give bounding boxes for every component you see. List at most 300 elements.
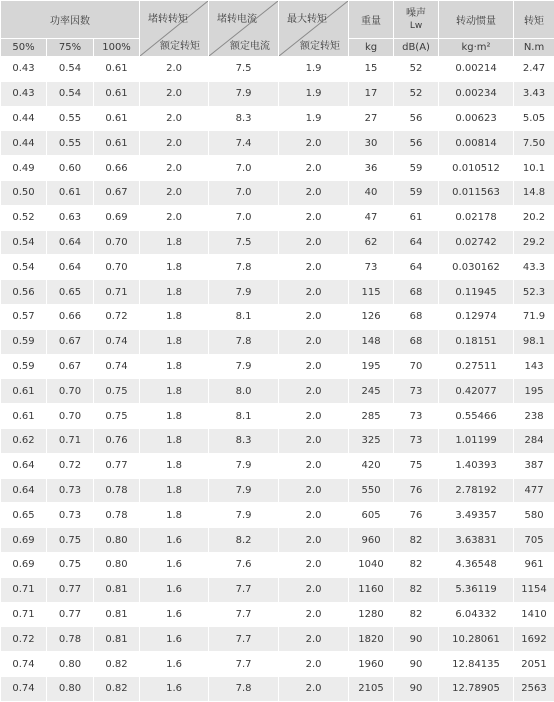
torque-cell: 143 [514, 354, 554, 379]
inertia-cell: 0.42077 [439, 379, 514, 404]
locked-current-ratio-cell: 7.4 [209, 131, 279, 156]
locked-torque-ratio-cell: 2.0 [140, 205, 209, 230]
locked-current-ratio-cell: 8.2 [209, 528, 279, 553]
table-row [1, 503, 554, 528]
pf-50-cell: 0.71 [1, 577, 47, 602]
pf-50-cell: 0.54 [1, 255, 47, 280]
pf-100-cell: 0.75 [94, 404, 140, 429]
table-row [1, 478, 554, 503]
locked-torque-ratio-cell: 1.8 [140, 453, 209, 478]
noise-unit: dB(A) [394, 39, 439, 57]
inertia-cell: 3.49357 [439, 503, 514, 528]
max-torque-ratio-cell: 2.0 [279, 230, 349, 255]
table-row [1, 379, 554, 404]
locked-torque-ratio-header [140, 1, 209, 57]
max-torque-ratio-cell: 2.0 [279, 627, 349, 652]
pf-50-cell: 0.65 [1, 503, 47, 528]
noise-cell: 82 [394, 602, 439, 627]
torque-cell: 477 [514, 478, 554, 503]
locked-current-ratio-cell: 7.9 [209, 81, 279, 106]
pf-50-cell: 0.64 [1, 478, 47, 503]
pf-75-cell: 0.78 [47, 627, 94, 652]
weight-cell: 285 [349, 404, 394, 429]
weight-cell: 115 [349, 280, 394, 305]
noise-cell: 82 [394, 552, 439, 577]
inertia-cell: 0.00814 [439, 131, 514, 156]
torque-cell: 580 [514, 503, 554, 528]
pf-50-cell: 0.62 [1, 428, 47, 453]
locked-torque-ratio-cell: 1.6 [140, 552, 209, 577]
noise-cell: 68 [394, 280, 439, 305]
pf-100-header: 100% [94, 39, 140, 57]
locked-current-ratio-cell: 7.7 [209, 627, 279, 652]
locked-current-ratio-cell: 7.5 [209, 57, 279, 82]
pf-50-cell: 0.43 [1, 81, 47, 106]
inertia-cell: 0.02742 [439, 230, 514, 255]
torque-cell: 14.8 [514, 180, 554, 205]
pf-100-cell: 0.72 [94, 304, 140, 329]
locked-current-ratio-cell: 8.1 [209, 404, 279, 429]
max-torque-ratio-cell: 2.0 [279, 602, 349, 627]
max-torque-ratio-header [279, 1, 349, 57]
table-row [1, 528, 554, 553]
locked-torque-ratio-cell: 2.0 [140, 106, 209, 131]
noise-cell: 56 [394, 106, 439, 131]
noise-cell: 61 [394, 205, 439, 230]
weight-cell: 960 [349, 528, 394, 553]
max-torque-ratio-cell: 2.0 [279, 428, 349, 453]
pf-100-cell: 0.61 [94, 131, 140, 156]
pf-100-cell: 0.76 [94, 428, 140, 453]
noise-cell: 52 [394, 81, 439, 106]
locked-current-ratio-cell: 8.3 [209, 428, 279, 453]
table-row [1, 280, 554, 305]
pf-75-cell: 0.70 [47, 404, 94, 429]
locked-current-ratio-cell: 8.0 [209, 379, 279, 404]
pf-50-cell: 0.56 [1, 280, 47, 305]
table-row [1, 627, 554, 652]
max-torque-ratio-cell: 2.0 [279, 453, 349, 478]
pf-100-cell: 0.69 [94, 205, 140, 230]
pf-75-cell: 0.77 [47, 602, 94, 627]
weight-cell: 605 [349, 503, 394, 528]
weight-cell: 2105 [349, 676, 394, 701]
pf-75-cell: 0.73 [47, 478, 94, 503]
torque-cell: 98.1 [514, 329, 554, 354]
locked-torque-ratio-cell: 1.8 [140, 503, 209, 528]
weight-cell: 148 [349, 329, 394, 354]
noise-cell: 64 [394, 230, 439, 255]
pf-100-cell: 0.81 [94, 627, 140, 652]
torque-cell: 1692 [514, 627, 554, 652]
noise-cell: 73 [394, 379, 439, 404]
pf-75-cell: 0.71 [47, 428, 94, 453]
max-torque-ratio-cell: 2.0 [279, 528, 349, 553]
locked-current-ratio-cell: 7.7 [209, 652, 279, 677]
rated-current-label: 额定电流 [230, 37, 270, 52]
torque-cell: 29.2 [514, 230, 554, 255]
locked-torque-ratio-cell: 2.0 [140, 57, 209, 82]
table-row [1, 180, 554, 205]
pf-75-cell: 0.70 [47, 379, 94, 404]
torque-cell: 5.05 [514, 106, 554, 131]
power-factor-header: 功率因数 [1, 1, 140, 39]
pf-50-cell: 0.69 [1, 552, 47, 577]
max-torque-ratio-cell: 2.0 [279, 354, 349, 379]
max-torque-ratio-cell: 2.0 [279, 404, 349, 429]
torque-cell: 238 [514, 404, 554, 429]
torque-cell: 3.43 [514, 81, 554, 106]
torque-cell: 20.2 [514, 205, 554, 230]
locked-current-ratio-cell: 7.9 [209, 280, 279, 305]
pf-100-cell: 0.77 [94, 453, 140, 478]
noise-cell: 68 [394, 304, 439, 329]
noise-cell: 73 [394, 428, 439, 453]
weight-header: 重量 [349, 1, 394, 39]
locked-current-ratio-cell: 7.9 [209, 478, 279, 503]
pf-50-cell: 0.59 [1, 329, 47, 354]
pf-75-cell: 0.67 [47, 329, 94, 354]
weight-cell: 420 [349, 453, 394, 478]
noise-cell: 82 [394, 577, 439, 602]
noise-cell: 68 [394, 329, 439, 354]
torque-cell: 10.1 [514, 156, 554, 181]
torque-cell: 2051 [514, 652, 554, 677]
weight-unit: kg [349, 39, 394, 57]
max-torque-ratio-cell: 2.0 [279, 255, 349, 280]
inertia-cell: 0.11945 [439, 280, 514, 305]
noise-cell: 76 [394, 503, 439, 528]
pf-75-cell: 0.55 [47, 131, 94, 156]
pf-75-cell: 0.64 [47, 255, 94, 280]
noise-lw-label: Lw [394, 20, 438, 33]
weight-cell: 36 [349, 156, 394, 181]
weight-cell: 195 [349, 354, 394, 379]
locked-torque-ratio-cell: 1.6 [140, 676, 209, 701]
inertia-cell: 0.55466 [439, 404, 514, 429]
noise-label: 噪声 [394, 7, 438, 20]
max-torque-ratio-cell: 2.0 [279, 329, 349, 354]
pf-50-cell: 0.52 [1, 205, 47, 230]
weight-cell: 47 [349, 205, 394, 230]
torque-cell: 2.47 [514, 57, 554, 82]
pf-75-cell: 0.80 [47, 676, 94, 701]
locked-current-ratio-cell: 7.5 [209, 230, 279, 255]
pf-75-cell: 0.65 [47, 280, 94, 305]
inertia-cell: 0.27511 [439, 354, 514, 379]
locked-torque-label: 堵转转矩 [148, 10, 188, 25]
pf-75-cell: 0.80 [47, 652, 94, 677]
pf-100-cell: 0.80 [94, 528, 140, 553]
noise-cell: 59 [394, 180, 439, 205]
table-row [1, 255, 554, 280]
pf-50-cell: 0.50 [1, 180, 47, 205]
weight-cell: 40 [349, 180, 394, 205]
locked-current-label: 堵转电流 [217, 10, 257, 25]
pf-75-cell: 0.54 [47, 57, 94, 82]
locked-torque-ratio-cell: 1.8 [140, 478, 209, 503]
max-torque-ratio-cell: 2.0 [279, 131, 349, 156]
inertia-cell: 6.04332 [439, 602, 514, 627]
table-header [1, 1, 554, 57]
inertia-cell: 0.00234 [439, 81, 514, 106]
max-torque-ratio-cell: 2.0 [279, 180, 349, 205]
inertia-cell: 3.63831 [439, 528, 514, 553]
locked-torque-ratio-cell: 2.0 [140, 180, 209, 205]
pf-50-cell: 0.61 [1, 379, 47, 404]
locked-current-ratio-cell: 7.0 [209, 180, 279, 205]
inertia-cell: 12.78905 [439, 676, 514, 701]
pf-50-cell: 0.74 [1, 676, 47, 701]
pf-75-cell: 0.75 [47, 528, 94, 553]
pf-75-cell: 0.72 [47, 453, 94, 478]
torque-cell: 7.50 [514, 131, 554, 156]
pf-100-cell: 0.66 [94, 156, 140, 181]
pf-75-cell: 0.77 [47, 577, 94, 602]
locked-torque-ratio-cell: 1.6 [140, 577, 209, 602]
torque-header: 转矩 [514, 1, 554, 39]
torque-cell: 71.9 [514, 304, 554, 329]
locked-current-ratio-cell: 7.9 [209, 354, 279, 379]
weight-cell: 1960 [349, 652, 394, 677]
weight-cell: 30 [349, 131, 394, 156]
weight-cell: 1040 [349, 552, 394, 577]
pf-75-header: 75% [47, 39, 94, 57]
locked-torque-ratio-cell: 1.8 [140, 230, 209, 255]
weight-cell: 1280 [349, 602, 394, 627]
table-row [1, 156, 554, 181]
pf-50-cell: 0.44 [1, 131, 47, 156]
max-torque-ratio-cell: 2.0 [279, 304, 349, 329]
inertia-cell: 1.40393 [439, 453, 514, 478]
pf-100-cell: 0.70 [94, 255, 140, 280]
max-torque-ratio-cell: 2.0 [279, 577, 349, 602]
locked-torque-ratio-cell: 1.6 [140, 627, 209, 652]
torque-cell: 705 [514, 528, 554, 553]
noise-cell: 52 [394, 57, 439, 82]
locked-torque-ratio-cell: 1.8 [140, 280, 209, 305]
table-row [1, 602, 554, 627]
pf-100-cell: 0.82 [94, 676, 140, 701]
locked-current-ratio-cell: 7.0 [209, 205, 279, 230]
locked-torque-ratio-cell: 1.6 [140, 602, 209, 627]
locked-torque-ratio-cell: 1.8 [140, 428, 209, 453]
rated-torque-label: 额定转矩 [300, 37, 340, 52]
pf-50-cell: 0.57 [1, 304, 47, 329]
pf-50-cell: 0.49 [1, 156, 47, 181]
pf-100-cell: 0.61 [94, 106, 140, 131]
pf-75-cell: 0.73 [47, 503, 94, 528]
table-row [1, 577, 554, 602]
pf-100-cell: 0.75 [94, 379, 140, 404]
max-torque-ratio-cell: 2.0 [279, 379, 349, 404]
locked-torque-ratio-cell: 1.6 [140, 528, 209, 553]
locked-current-ratio-cell: 7.9 [209, 453, 279, 478]
pf-50-cell: 0.64 [1, 453, 47, 478]
inertia-cell: 12.84135 [439, 652, 514, 677]
inertia-cell: 1.01199 [439, 428, 514, 453]
locked-current-ratio-header [209, 1, 279, 57]
inertia-cell: 0.00623 [439, 106, 514, 131]
max-torque-ratio-cell: 2.0 [279, 205, 349, 230]
torque-cell: 2563 [514, 676, 554, 701]
noise-header [394, 1, 439, 39]
locked-torque-ratio-cell: 1.8 [140, 329, 209, 354]
max-torque-ratio-cell: 2.0 [279, 280, 349, 305]
torque-cell: 195 [514, 379, 554, 404]
locked-current-ratio-cell: 8.1 [209, 304, 279, 329]
noise-cell: 76 [394, 478, 439, 503]
inertia-cell: 0.011563 [439, 180, 514, 205]
torque-cell: 387 [514, 453, 554, 478]
weight-cell: 27 [349, 106, 394, 131]
inertia-cell: 0.18151 [439, 329, 514, 354]
table-row [1, 205, 554, 230]
weight-cell: 126 [349, 304, 394, 329]
table-row [1, 453, 554, 478]
pf-75-cell: 0.67 [47, 354, 94, 379]
table-row [1, 106, 554, 131]
weight-cell: 550 [349, 478, 394, 503]
inertia-cell: 0.00214 [439, 57, 514, 82]
table-row [1, 428, 554, 453]
locked-current-ratio-cell: 7.9 [209, 503, 279, 528]
pf-100-cell: 0.71 [94, 280, 140, 305]
noise-cell: 70 [394, 354, 439, 379]
pf-100-cell: 0.82 [94, 652, 140, 677]
inertia-cell: 5.36119 [439, 577, 514, 602]
table-row [1, 404, 554, 429]
locked-torque-ratio-cell: 1.8 [140, 354, 209, 379]
pf-100-cell: 0.67 [94, 180, 140, 205]
pf-100-cell: 0.61 [94, 81, 140, 106]
inertia-cell: 2.78192 [439, 478, 514, 503]
locked-current-ratio-cell: 7.7 [209, 602, 279, 627]
max-torque-ratio-cell: 2.0 [279, 552, 349, 577]
table-row [1, 57, 554, 82]
pf-50-cell: 0.72 [1, 627, 47, 652]
pf-50-cell: 0.43 [1, 57, 47, 82]
torque-cell: 1154 [514, 577, 554, 602]
table-row [1, 552, 554, 577]
pf-75-cell: 0.64 [47, 230, 94, 255]
max-torque-ratio-cell: 1.9 [279, 81, 349, 106]
pf-100-cell: 0.78 [94, 478, 140, 503]
weight-cell: 17 [349, 81, 394, 106]
noise-cell: 82 [394, 528, 439, 553]
locked-torque-ratio-cell: 1.6 [140, 652, 209, 677]
pf-75-cell: 0.66 [47, 304, 94, 329]
inertia-header: 转动惯量 [439, 1, 514, 39]
locked-current-ratio-cell: 8.3 [209, 106, 279, 131]
torque-cell: 52.3 [514, 280, 554, 305]
locked-current-ratio-cell: 7.8 [209, 255, 279, 280]
torque-cell: 1410 [514, 602, 554, 627]
weight-cell: 73 [349, 255, 394, 280]
pf-75-cell: 0.75 [47, 552, 94, 577]
weight-cell: 325 [349, 428, 394, 453]
locked-current-ratio-cell: 7.6 [209, 552, 279, 577]
noise-cell: 64 [394, 255, 439, 280]
rated-torque-label: 额定转矩 [160, 37, 200, 52]
table-row [1, 230, 554, 255]
pf-100-cell: 0.74 [94, 329, 140, 354]
inertia-cell: 0.12974 [439, 304, 514, 329]
torque-cell: 961 [514, 552, 554, 577]
locked-torque-ratio-cell: 1.8 [140, 255, 209, 280]
inertia-unit: kg·m² [439, 39, 514, 57]
inertia-cell: 0.030162 [439, 255, 514, 280]
torque-cell: 284 [514, 428, 554, 453]
max-torque-ratio-cell: 2.0 [279, 652, 349, 677]
locked-torque-ratio-cell: 1.8 [140, 304, 209, 329]
weight-cell: 62 [349, 230, 394, 255]
torque-cell: 43.3 [514, 255, 554, 280]
pf-50-cell: 0.69 [1, 528, 47, 553]
max-torque-ratio-cell: 2.0 [279, 676, 349, 701]
pf-75-cell: 0.54 [47, 81, 94, 106]
pf-50-cell: 0.59 [1, 354, 47, 379]
max-torque-ratio-cell: 2.0 [279, 503, 349, 528]
pf-50-header: 50% [1, 39, 47, 57]
noise-cell: 90 [394, 652, 439, 677]
torque-unit: N.m [514, 39, 554, 57]
locked-current-ratio-cell: 7.8 [209, 329, 279, 354]
inertia-cell: 0.010512 [439, 156, 514, 181]
noise-cell: 90 [394, 676, 439, 701]
locked-torque-ratio-cell: 2.0 [140, 131, 209, 156]
pf-75-cell: 0.63 [47, 205, 94, 230]
inertia-cell: 10.28061 [439, 627, 514, 652]
max-torque-ratio-cell: 2.0 [279, 478, 349, 503]
pf-50-cell: 0.74 [1, 652, 47, 677]
inertia-cell: 0.02178 [439, 205, 514, 230]
table-row [1, 304, 554, 329]
max-torque-ratio-cell: 1.9 [279, 57, 349, 82]
table-row [1, 354, 554, 379]
pf-100-cell: 0.74 [94, 354, 140, 379]
locked-torque-ratio-cell: 2.0 [140, 156, 209, 181]
noise-cell: 56 [394, 131, 439, 156]
pf-100-cell: 0.61 [94, 57, 140, 82]
weight-cell: 245 [349, 379, 394, 404]
noise-cell: 90 [394, 627, 439, 652]
max-torque-ratio-cell: 2.0 [279, 156, 349, 181]
table-row [1, 131, 554, 156]
locked-current-ratio-cell: 7.8 [209, 676, 279, 701]
pf-50-cell: 0.54 [1, 230, 47, 255]
pf-50-cell: 0.44 [1, 106, 47, 131]
locked-torque-ratio-cell: 2.0 [140, 81, 209, 106]
table-row [1, 652, 554, 677]
pf-50-cell: 0.71 [1, 602, 47, 627]
table-row [1, 81, 554, 106]
table-row [1, 676, 554, 701]
pf-100-cell: 0.78 [94, 503, 140, 528]
pf-75-cell: 0.55 [47, 106, 94, 131]
pf-100-cell: 0.80 [94, 552, 140, 577]
pf-75-cell: 0.60 [47, 156, 94, 181]
table-body [1, 57, 554, 702]
pf-50-cell: 0.61 [1, 404, 47, 429]
weight-cell: 1820 [349, 627, 394, 652]
weight-cell: 15 [349, 57, 394, 82]
locked-torque-ratio-cell: 1.8 [140, 404, 209, 429]
locked-current-ratio-cell: 7.7 [209, 577, 279, 602]
inertia-cell: 4.36548 [439, 552, 514, 577]
noise-cell: 75 [394, 453, 439, 478]
max-torque-label: 最大转矩 [287, 10, 327, 25]
